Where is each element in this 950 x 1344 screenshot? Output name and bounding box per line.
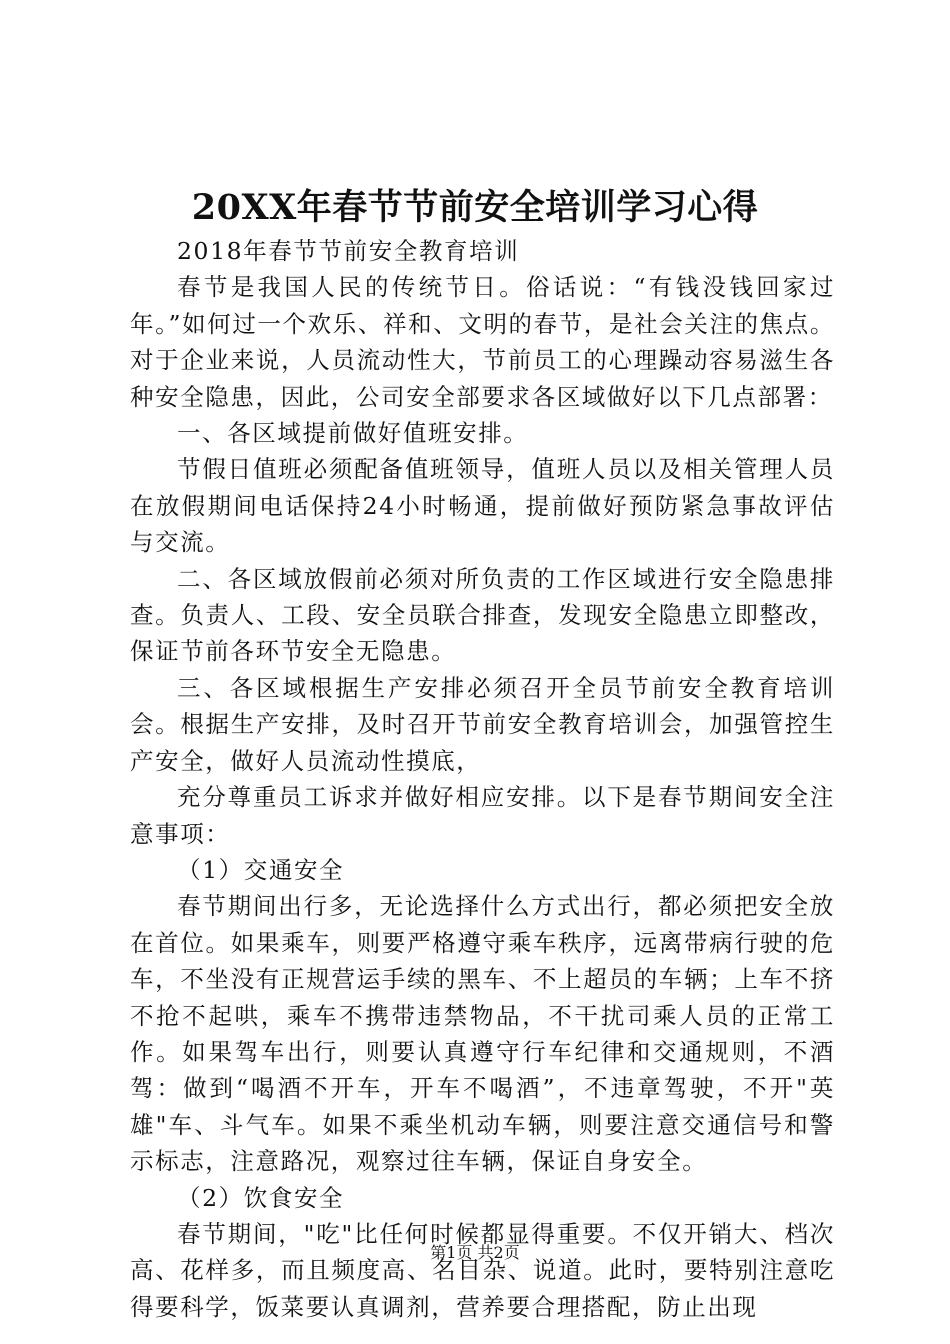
section-heading-3: 三、各区域根据生产安排必须召开全员节前安全教育培训会。根据生产安排，及时召开节前安全教育培训会，加强管控生产安全，做好人员流动性摸底， xyxy=(130,673,835,775)
paragraph-intro: 春节是我国人民的传统节日。俗话说：“有钱没钱回家过年。”如何过一个欢乐、祥和、文明的春节，是社会关注的焦点。对于企业来说，人员流动性大，节前员工的心理躁动容易滋生各种安全隐患，因此，公司安全部要求各区域做好以下几点部署： xyxy=(130,273,835,411)
paragraph-staff-needs: 充分尊重员工诉求并做好相应安排。以下是春节期间安全注意事项： xyxy=(130,783,835,848)
document-body xyxy=(130,233,835,1325)
paragraph-traffic: 春节期间出行多，无论选择什么方式出行，都必须把安全放在首位。如果乘车，则要严格遵守乘车秩序，远离带病行驶的危车，不坐没有正规营运手续的黑车、不上超员的车辆；上车不挤不抢不起哄，乘车不携带违禁物品，不干扰司乘人员的正常工作。如果驾车出行，则要认真遵守行车纪律和交通规则，不酒驾：做到“喝酒不开车，开车不喝酒”，不违章驾驶，不开"英雄"车、斗气车。如果不乘坐机动车辆，则要注意交通信号和警示标志，注意路况，观察过往车辆，保证自身安全。 xyxy=(130,892,835,1176)
subsection-food: （2）饮食安全 xyxy=(177,1183,345,1212)
section-heading-1: 一、各区域提前做好值班安排。 xyxy=(177,419,529,448)
section-heading-2: 二、各区域放假前必须对所负责的工作区域进行安全隐患排查。负责人、工段、安全员联合排查，发现安全隐患立即整改，保证节前各环节安全无隐患。 xyxy=(130,564,835,666)
page-number-footer: 第1页 共2页 xyxy=(430,1243,520,1262)
paragraph-duty: 节假日值班必须配备值班领导，值班人员以及相关管理人员在放假期间电话保持24小时畅通，提前做好预防紧急事故评估与交流。 xyxy=(130,455,835,557)
subsection-traffic: （1）交通安全 xyxy=(177,855,345,884)
paragraph-food: 春节期间，"吃"比任何时候都显得重要。不仅开销大、档次高、花样多，而且频度高、名目杂、说道。此时，要特别注意吃得要科学，饭菜要认真调剂，营养要合理搭配，防止出现 xyxy=(130,1219,835,1321)
subtitle-line: 2018年春节节前安全教育培训 xyxy=(177,237,520,265)
document-title: 20XX年春节节前安全培训学习心得 xyxy=(191,187,759,228)
